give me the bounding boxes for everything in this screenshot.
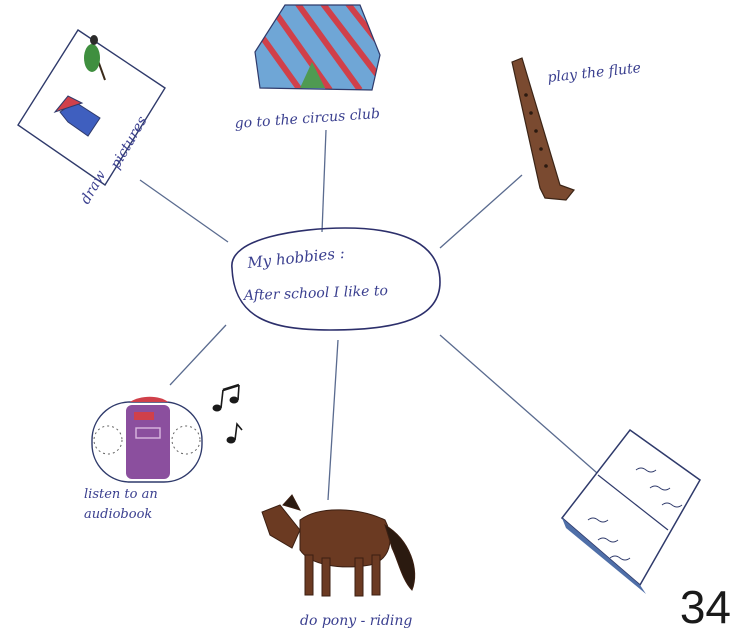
line-to-book bbox=[440, 335, 605, 480]
line-to-flute bbox=[440, 175, 522, 248]
line-to-listen bbox=[170, 325, 226, 385]
draw-label-1: draw bbox=[77, 167, 110, 207]
listen-label-2: audiobook bbox=[84, 507, 153, 522]
line-to-circus bbox=[322, 130, 326, 232]
center-title: My hobbies : bbox=[246, 243, 346, 272]
center-subtitle: After school I like to bbox=[243, 282, 389, 304]
listen-label-1: listen to an bbox=[84, 487, 158, 502]
book-drawing bbox=[562, 430, 700, 594]
music-notes-icon bbox=[213, 385, 242, 443]
pony-label: do pony - riding bbox=[300, 613, 413, 629]
center-bubble-outline bbox=[232, 228, 440, 330]
radio-drawing bbox=[92, 397, 202, 482]
drawing-card bbox=[18, 30, 165, 185]
draw-label-2: pictures bbox=[107, 113, 151, 172]
pony-drawing bbox=[262, 495, 415, 596]
connector-lines bbox=[140, 130, 605, 500]
line-to-draw bbox=[140, 180, 228, 242]
line-to-pony bbox=[328, 340, 338, 500]
circus-tent-drawing bbox=[250, 0, 400, 90]
circus-label: go to the circus club bbox=[234, 105, 381, 132]
center-bubble bbox=[232, 228, 440, 330]
flute-label: play the flute bbox=[546, 60, 642, 86]
page-number: 34 bbox=[679, 581, 731, 633]
